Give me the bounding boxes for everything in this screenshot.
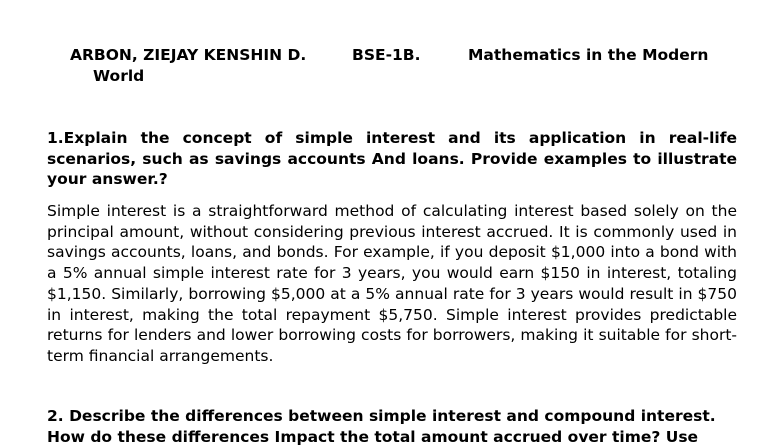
document-header <box>70 45 730 87</box>
question-2-line: 2. Describe the differences between simple interest and compound interest. <box>47 407 716 425</box>
subject-title: Mathematics in the Modern <box>468 46 709 64</box>
question-1 <box>47 128 737 190</box>
question-1-line: 1.Explain the concept of simple interest and its application in real-life <box>47 129 737 147</box>
answer-1-line: in interest, making the total repayment $5,750. Simple interest provides predictable <box>47 305 737 324</box>
answer-1 <box>47 201 737 367</box>
question-1-line: scenarios, such as savings accounts And loans. Provide examples to illustrate <box>47 149 737 168</box>
subject-title-continued: World <box>93 67 145 85</box>
answer-1-line: a 5% annual simple interest rate for 3 years, you would earn $150 in interest, totaling <box>47 264 737 283</box>
answer-1-line: returns for lenders and lower borrowing costs for borrowers, making it suitable for short- <box>47 326 737 345</box>
answer-1-line: term financial arrangements. <box>47 346 274 365</box>
answer-1-line: savings accounts, loans, and bonds. For example, if you deposit $1,000 into a bond with <box>47 243 737 262</box>
answer-1-line: $1,150. Similarly, borrowing $5,000 at a 5% annual rate for 3 years would result in $750 <box>47 284 737 303</box>
program-section: BSE-1B. <box>352 46 421 64</box>
question-2-line: How do these differences Impact the total amount accrued over time? Use <box>47 427 699 446</box>
question-1-line: your answer.? <box>47 170 168 189</box>
answer-1-line: principal amount, without considering previous interest accrued. It is commonly used in <box>47 222 737 241</box>
student-name: ARBON, ZIEJAY KENSHIN D. <box>70 46 307 64</box>
answer-1-line: Simple interest is a straightforward method of calculating interest based solely on the <box>47 202 737 220</box>
